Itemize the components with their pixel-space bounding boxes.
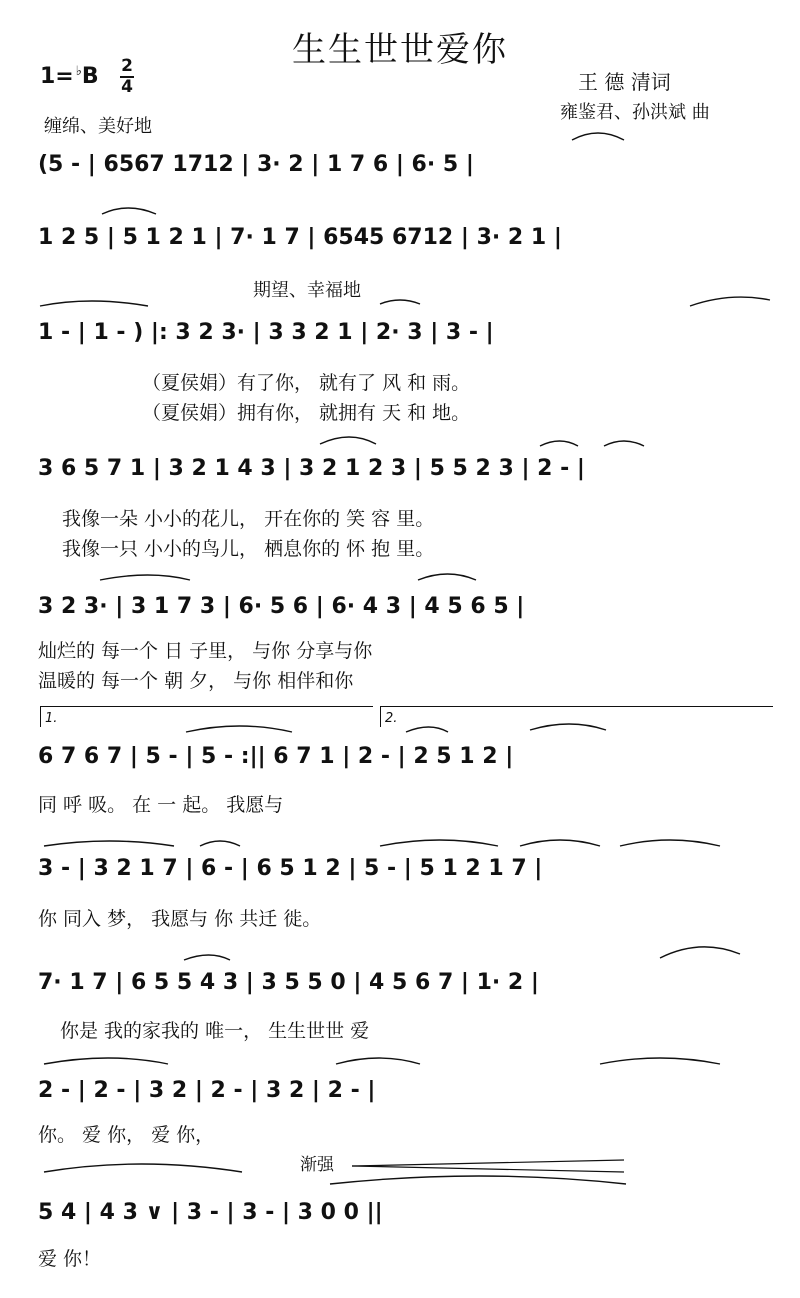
system-3-lyric-2: （夏侯娟）拥有你， 就拥有 天 和 地。 [142,402,471,424]
system-4-lyric-2: 我像一只 小小的鸟儿， 栖息你的 怀 抱 里。 [62,538,435,560]
lyricist-credit: 王 德 清词 [578,70,671,94]
system-4-lyric-1: 我像一朵 小小的花儿， 开在你的 笑 容 里。 [62,508,435,530]
key-note: B [81,64,99,89]
crescendo-mark: 渐强 [300,1155,334,1175]
first-ending-bracket: 1. [40,706,373,727]
system-5-lyric-1: 灿烂的 每一个 日 子里， 与你 分享与你 [38,640,373,662]
second-ending-bracket: 2. [380,706,773,727]
key-base: 1= [40,64,74,89]
system-5-notes: 3 2 3· | 3 1 7 3 | 6· 5 6 | 6· 4 3 | 4 5 6 5 | [38,594,525,619]
system-6-lyric-1: 同 呼 吸。 在 一 起。 我愿与 [38,794,284,816]
expression-mark-1: 缠绵、美好地 [44,116,152,137]
system-7-lyric-1: 你 同入 梦， 我愿与 你 共迁 徙。 [38,908,322,930]
time-denominator: 4 [121,77,133,97]
system-9-notes: 2 - | 2 - | 3 2 | 2 - | 3 2 | 2 - | [38,1078,376,1103]
system-8-notes: 7· 1 7 | 6 5 5 4 3 | 3 5 5 0 | 4 5 6 7 | 1· 2 | [38,970,539,995]
time-numerator: 2 [121,56,133,76]
system-4-notes: 3 6 5 7 1 | 3 2 1 4 3 | 3 2 1 2 3 | 5 5 2 3 | 2 - | [38,456,585,481]
system-1-notes: (5 - | 6567 1712 | 3· 2 | 1 7 6 | 6· 5 | [38,152,474,177]
system-2-notes: 1 2 5 | 5 1 2 1 | 7· 1 7 | 6545 6712 | 3· 2 1 | [38,225,562,250]
system-9-lyric-1: 你。 爱 你， 爱 你， [38,1124,215,1146]
composer-credit: 雍鉴君、孙洪斌 曲 [560,102,710,123]
system-10-notes: 5 4 | 4 3 ∨ | 3 - | 3 - | 3 0 0 || [38,1200,383,1225]
system-3-lyric-1: （夏侯娟）有了你， 就有了 风 和 雨。 [142,372,471,394]
song-title: 生生世世爱你 [292,30,508,70]
flat-sign: ♭ [75,64,82,79]
system-10-lyric-1: 爱 你！ [38,1248,102,1270]
system-5-lyric-2: 温暖的 每一个 朝 夕， 与你 相伴和你 [38,670,354,692]
system-8-lyric-1: 你是 我的家我的 唯一， 生生世世 爱 [60,1020,370,1042]
system-7-notes: 3 - | 3 2 1 7 | 6 - | 6 5 1 2 | 5 - | 5 1 2 1 7 | [38,856,543,881]
system-3-notes: 1 - | 1 - ) |: 3 2 3· | 3 3 2 1 | 2· 3 | 3 - | [38,320,494,345]
system-6-notes: 6 7 6 7 | 5 - | 5 - :|| 6 7 1 | 2 - | 2 5 1 2 | [38,744,514,769]
expression-mark-2: 期望、幸福地 [253,280,361,301]
